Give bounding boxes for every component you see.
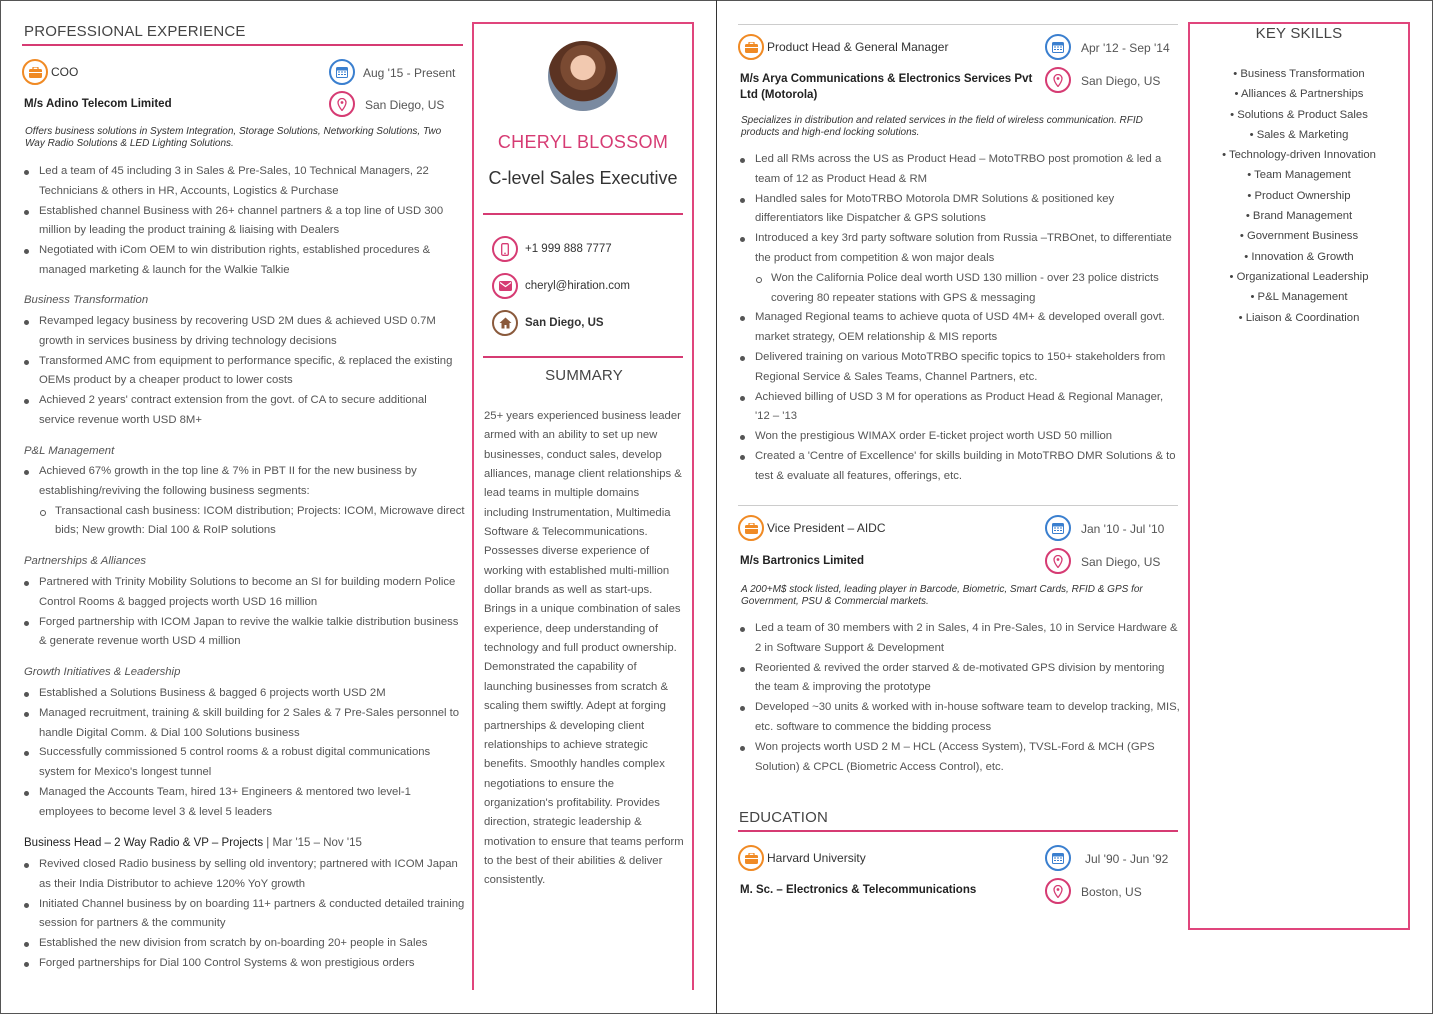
profile-rule	[483, 356, 683, 358]
job-role: COO	[51, 65, 79, 79]
list-item: Revamped legacy business by recovering USD 2M dues & achieved USD 0.7M growth in services business by driving technology decisions	[23, 312, 465, 352]
list-item: Established channel Business with 26+ channel partners & a top line of USD 300 million by leading the product training & liaising with Dealers	[23, 202, 465, 242]
skill-item: • P&L Management	[1250, 291, 1348, 304]
calendar-icon	[1045, 34, 1071, 60]
skill-item: • Innovation & Growth	[1244, 250, 1354, 263]
business-head-heading	[24, 837, 362, 849]
skill-item: • Technology-driven Innovation	[1222, 149, 1376, 162]
list-item: Handled sales for MotoTRBO Motorola DMR Solutions & positioned key differentiators like Dispatcher & GPS solutions	[739, 190, 1181, 230]
list-item: Established the new division from scratch by on-boarding 20+ people in Sales	[23, 934, 465, 954]
group-bullets	[23, 312, 465, 431]
subsection-title: P&L Management	[24, 445, 115, 457]
list-item: Managed the Accounts Team, hired 13+ Engineers & mentored two level-1 employees to become level 3 & level 5 leaders	[23, 783, 465, 823]
list-item: Initiated Channel business by on boarding 11+ partners & conducted detailed training session for partners & the community	[23, 895, 465, 935]
skill-item: • Organizational Leadership	[1229, 270, 1369, 283]
list-item: Won the prestigious WIMAX order E-ticket project worth USD 50 million	[739, 427, 1181, 447]
location-pin-icon	[329, 91, 355, 117]
job-dates: Jan '10 - Jul '10	[1081, 522, 1165, 536]
business-head-dates: | Mar '15 – Nov '15	[266, 837, 362, 849]
job-location: San Diego, US	[1081, 555, 1161, 569]
list-item: Forged partnership with ICOM Japan to revive the walkie talkie distribution business & generate revenue worth USD 4 million	[23, 613, 465, 653]
location-pin-icon	[1045, 67, 1071, 93]
company-name: M/s Arya Communications & Electronics Services Pvt Ltd (Motorola)	[740, 73, 1033, 101]
list-item: Created a 'Centre of Excellence' for skills building in MotoTRBO DMR Solutions & to test & evaluate all features, offerings, etc.	[739, 447, 1181, 487]
summary-text	[484, 407, 684, 891]
location-pin-icon	[1045, 548, 1071, 574]
group-bullets	[23, 573, 465, 652]
education-title: EDUCATION	[739, 809, 829, 826]
experience-rule	[22, 44, 463, 46]
group-bullets	[23, 684, 465, 823]
list-item: Achieved 2 years' contract extension from the govt. of CA to secure additional service revenue worth USD 8M+	[23, 391, 465, 431]
job-role: Product Head & General Manager	[767, 40, 949, 54]
list-item: Developed ~30 units & worked with in-house software team to develop tracking, MIS, etc. software to commence the bidding process	[739, 698, 1181, 738]
briefcase-icon	[738, 34, 764, 60]
list-item: Led a team of 45 including 3 in Sales & Pre-Sales, 10 Technical Managers, 22 Technicians & others in HR, Accounts, Logistics & Purchase	[23, 162, 465, 202]
school-name: Harvard University	[767, 851, 866, 865]
calendar-icon	[1045, 515, 1071, 541]
email-icon	[492, 273, 518, 299]
skills-title: KEY SKILLS	[1255, 25, 1343, 42]
list-item: Successfully commissioned 5 control rooms & a robust digital communications system for Mexico's longest tunnel	[23, 743, 465, 783]
list-item: Managed Regional teams to achieve quota of USD 4M+ & developed overall govt. market strategy, OEM relationship & MIS reports	[739, 308, 1181, 348]
coo-bullets	[23, 162, 465, 281]
job-location: San Diego, US	[365, 98, 445, 112]
summary-title: SUMMARY	[545, 367, 623, 384]
list-item: Revived closed Radio business by selling old inventory; partnered with ICOM Japan as their India Distributor to achieve 120% YoY growth	[23, 855, 465, 895]
sub-list-item: Won the California Police deal worth USD 130 million - over 23 police districts covering 80 repeater stations with GPS & messaging	[739, 269, 1181, 309]
sub-list-item: Transactional cash business: ICOM distribution; Projects: ICOM, Microwave direct bids; New growth: Dial 100 & RoIP solutions	[23, 502, 465, 542]
profile-rule	[483, 213, 683, 215]
job-role: Vice President – AIDC	[767, 521, 886, 535]
list-item: Forged partnerships for Dial 100 Control Systems & won prestigious orders	[23, 954, 465, 974]
list-item: Led a team of 30 members with 2 in Sales, 4 in Pre-Sales, 10 in Service Hardware & 2 in Software Support & Development	[739, 619, 1181, 659]
job-dates: Apr '12 - Sep '14	[1081, 41, 1170, 55]
company-name: M/s Adino Telecom Limited	[24, 98, 172, 110]
education-rule	[738, 830, 1178, 832]
list-item: Achieved 67% growth in the top line & 7% in PBT II for the new business by establishing/reviving the following business segments:	[23, 462, 465, 502]
business-head-title: Business Head – 2 Way Radio & VP – Projects	[24, 837, 264, 849]
job-location: San Diego, US	[1081, 74, 1161, 88]
company-name: M/s Bartronics Limited	[740, 555, 864, 567]
candidate-headline: C-level Sales Executive	[488, 168, 678, 188]
list-item: Transformed AMC from equipment to performance specific, & replaced the existing OEMs product by a cheaper product to lower costs	[23, 352, 465, 392]
list-item: Introduced a key 3rd party software solution from Russia –TRBOnet, to differentiate the product from competition & won major deals	[739, 229, 1181, 269]
list-item: Led all RMs across the US as Product Head – MotoTRBO post promotion & led a team of 12 as Product Head & RM	[739, 150, 1181, 190]
briefcase-icon	[22, 59, 48, 85]
skills-list	[1190, 64, 1408, 328]
phone-icon	[492, 236, 518, 262]
skill-item: • Solutions & Product Sales	[1230, 108, 1368, 121]
home-icon	[492, 310, 518, 336]
candidate-name: CHERYL BLOSSOM	[497, 132, 669, 152]
list-item: Partnered with Trinity Mobility Solutions to become an SI for building modern Police Control Rooms & bagged projects worth USD 16 million	[23, 573, 465, 613]
list-item: Managed recruitment, training & skill building for 2 Sales & 7 Pre-Sales personnel to handle Digital Comm. & Dial 100 Solutions business	[23, 704, 465, 744]
subsection-title: Business Transformation	[24, 294, 149, 306]
skill-item: • Sales & Marketing	[1249, 128, 1349, 141]
skill-item: • Alliances & Partnerships	[1234, 88, 1364, 101]
home-location: San Diego, US	[525, 317, 604, 329]
list-item: Delivered training on various MotoTRBO specific topics to 150+ stakeholders from Regional Service & Sales Teams, Channel Partners, etc.	[739, 348, 1181, 388]
list-item: Negotiated with iCom OEM to win distribution rights, established procedures & managed marketing & launch for the Walkie Talkie	[23, 241, 465, 281]
section-divider	[738, 24, 1178, 25]
skill-item: • Brand Management	[1245, 210, 1353, 223]
company-description: Offers business solutions in System Integration, Storage Solutions, Networking Solutions, Two Way Radio Solutions & LED Lighting Solutions.	[25, 126, 442, 149]
ph-bullets	[739, 150, 1181, 487]
vp-bullets	[739, 619, 1181, 777]
subsection-title: Partnerships & Alliances	[24, 555, 147, 567]
page-divider	[716, 0, 717, 1014]
briefcase-icon	[738, 845, 764, 871]
subsection-title: Growth Initiatives & Leadership	[24, 666, 181, 678]
list-item: Established a Solutions Business & bagged 6 projects worth USD 2M	[23, 684, 465, 704]
group-bullets	[23, 462, 465, 541]
skill-item: • Business Transformation	[1233, 68, 1365, 80]
experience-title: PROFESSIONAL EXPERIENCE	[24, 23, 246, 40]
list-item: Won projects worth USD 2 M – HCL (Access System), TVSL-Ford & MCH (GPS Solution) & CPCL (Biometric Access Control), etc.	[739, 738, 1181, 778]
business-head-bullets	[23, 855, 465, 974]
company-description: A 200+M$ stock listed, leading player in Barcode, Biometric, Smart Cards, RFID & GPS for Government, PSU & Commercial markets.	[741, 584, 1143, 607]
education-location: Boston, US	[1081, 885, 1142, 899]
section-divider	[738, 505, 1178, 506]
briefcase-icon	[738, 515, 764, 541]
education-dates: Jul '90 - Jun '92	[1085, 852, 1169, 866]
summary-paragraph: 25+ years experienced business leader armed with an ability to set up new businesses, conduct sales, develop alliances, manage client relationships & lead teams in multiple domains including Instrumentation, Multimedia Software & Telecommunications. Possesses diverse experience of working with established multi-million dollar brands as well as start-ups. Brings in a unique combination of sales experience, deep understanding of technology and full product ownership. Demonstrated the capability of launching businesses from scratch & scaling them swiftly. Adept at forging partnerships & developing client relationships to achieve strategic benefits. Smoothly handles complex negotiations to ensure the organization's profitability. Provides direction, strategic leadership & motivation to ensure that teams perform to the best of their abilities & deliver consistently.	[484, 410, 684, 887]
calendar-icon	[329, 59, 355, 85]
skill-item: • Team Management	[1247, 169, 1351, 182]
phone-number: +1 999 888 7777	[525, 243, 612, 255]
company-description: Specializes in distribution and related services in the field of wireless communication. RFID products and high-end locking solutions.	[741, 115, 1143, 138]
avatar	[548, 41, 618, 111]
degree-name: M. Sc. – Electronics & Telecommunications	[740, 884, 977, 896]
email-address: cheryl@hiration.com	[525, 280, 630, 292]
skill-item: • Product Ownership	[1247, 189, 1351, 202]
list-item: Achieved billing of USD 3 M for operations as Product Head & Regional Manager, '12 – '13	[739, 388, 1181, 428]
list-item: Reoriented & revived the order starved & de-motivated GPS division by mentoring the team & improving the prototype	[739, 659, 1181, 699]
job-dates: Aug '15 - Present	[363, 66, 456, 80]
skill-item: • Liaison & Coordination	[1238, 311, 1360, 324]
calendar-icon	[1045, 845, 1071, 871]
location-pin-icon	[1045, 878, 1071, 904]
skill-item: • Government Business	[1239, 230, 1359, 243]
